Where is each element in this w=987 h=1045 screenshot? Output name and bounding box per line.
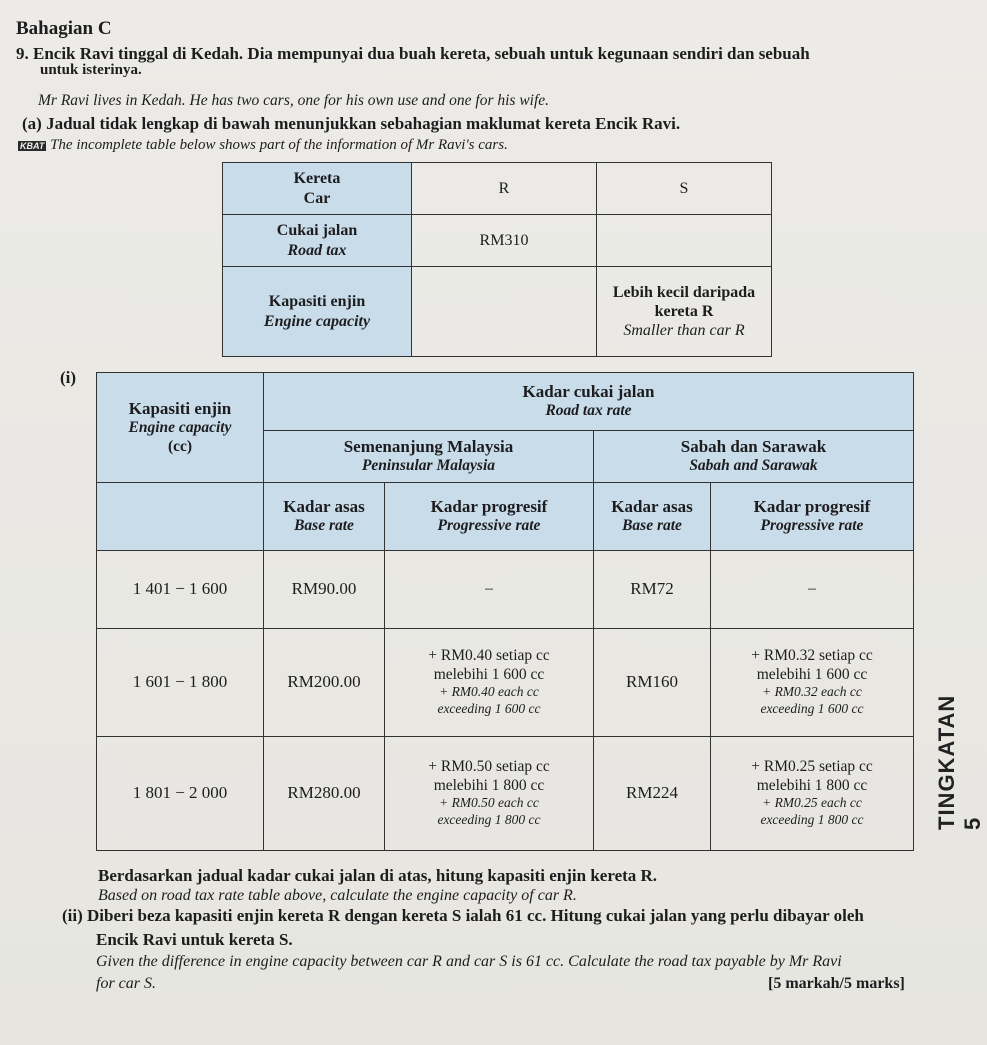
ss-base-header [594, 483, 711, 551]
engine-capacity-s-cell [597, 267, 772, 357]
table-row [97, 551, 914, 629]
capacity-cell: 1 601 − 1 800 [97, 629, 264, 737]
ss-prog-cell [711, 737, 914, 851]
s-capacity-en: Smaller than car R [623, 322, 745, 340]
pen-prog-ms-line-1: + RM0.40 setiap cc [428, 647, 550, 665]
pen-prog-en-line-1: + RM0.40 each cc [439, 684, 539, 700]
pen-base-ms: Kadar asas [283, 497, 365, 516]
car-r-cell: R [412, 163, 597, 215]
region-sabah-sarawak-ms: Sabah dan Sarawak [680, 437, 827, 456]
ss-base-cell: RM72 [594, 551, 711, 629]
blank-subheader [97, 483, 264, 551]
pen-prog-ms: Kadar progresif [430, 497, 548, 516]
engine-capacity-label-en: Engine capacity [263, 312, 371, 330]
ss-prog-en-line-2: exceeding 1 600 cc [760, 701, 864, 717]
pen-prog-cell [385, 629, 594, 737]
s-capacity-ms-1: Lebih kecil daripada [612, 283, 756, 301]
ss-prog-cell [711, 551, 914, 629]
ss-prog-ms-line-1: + RM0.32 setiap cc [751, 647, 873, 665]
car-header-cell [223, 163, 412, 215]
ss-prog-cell [711, 629, 914, 737]
capacity-header-en: Engine capacity [128, 419, 232, 437]
ss-prog-ms-line-1: + RM0.25 setiap cc [751, 758, 873, 776]
region-sabah-sarawak-en: Sabah and Sarawak [689, 457, 818, 475]
rate-header-en: Road tax rate [545, 402, 632, 420]
part-a-en-text: The incomplete table below shows part of the information of Mr Ravi's cars. [50, 137, 508, 153]
part-a-ms: (a) Jadual tidak lengkap di bawah menunjukkan sebahagian maklumat kereta Encik Ravi. [22, 114, 681, 133]
pen-base-header [264, 483, 385, 551]
capacity-cell: 1 801 − 2 000 [97, 737, 264, 851]
road-tax-s-cell [597, 215, 772, 267]
pen-prog-ms-line-1: + RM0.50 setiap cc [428, 758, 550, 776]
road-tax-r-cell: RM310 [412, 215, 597, 267]
car-label-ms: Kereta [293, 170, 341, 188]
pen-prog-cell [385, 737, 594, 851]
ss-prog-ms-line-2: melebihi 1 600 cc [756, 665, 868, 683]
part-i-text-en: Based on road tax rate table above, calculate the engine capacity of car R. [98, 887, 577, 904]
ss-prog-en-line-1: + RM0.32 each cc [762, 684, 862, 700]
side-tab: TINGKATAN 5 [934, 694, 985, 830]
capacity-header-ms: Kapasiti enjin [128, 398, 232, 418]
marks-label: [5 markah/5 marks] [768, 975, 905, 992]
engine-capacity-r-cell [412, 267, 597, 357]
pen-prog-cell [385, 551, 594, 629]
pen-base-en: Base rate [294, 517, 354, 535]
region-sabah-sarawak-header [594, 431, 914, 483]
rate-header [264, 373, 914, 431]
road-tax-rate-table [96, 372, 914, 851]
region-peninsular-ms: Semenanjung Malaysia [343, 437, 514, 456]
part-ii-text-ms-cont: Encik Ravi untuk kereta S. [96, 930, 293, 949]
table-row [97, 737, 914, 851]
question-intro-ms: 9. Encik Ravi tinggal di Kedah. Dia mempunyai dua buah kereta, sebuah untuk kegunaan sendiri dan sebuah [16, 44, 810, 63]
pen-prog-line-1: – [485, 580, 493, 598]
capacity-header [97, 373, 264, 483]
s-capacity-ms-2: kereta R [654, 302, 714, 320]
ss-prog-en: Progressive rate [760, 517, 864, 535]
capacity-cell: 1 401 − 1 600 [97, 551, 264, 629]
kbat-badge: KBAT [20, 141, 45, 151]
road-tax-header-cell [223, 215, 412, 267]
part-ii-text-en-cont: for car S. [96, 975, 156, 992]
ss-prog-ms: Kadar progresif [753, 497, 871, 516]
car-label-en: Car [303, 189, 331, 207]
car-s-cell: S [597, 163, 772, 215]
pen-prog-ms-line-2: melebihi 1 600 cc [433, 665, 545, 683]
pen-prog-ms-line-2: melebihi 1 800 cc [433, 776, 545, 794]
pen-prog-header [385, 483, 594, 551]
pen-prog-en: Progressive rate [437, 517, 541, 535]
road-tax-label-en: Road tax [287, 241, 347, 259]
region-peninsular-en: Peninsular Malaysia [361, 457, 496, 475]
pen-base-cell: RM280.00 [264, 737, 385, 851]
capacity-unit: (cc) [167, 437, 193, 455]
rate-header-ms: Kadar cukai jalan [522, 382, 655, 401]
car-info-table [222, 162, 772, 357]
ss-base-en: Base rate [622, 517, 682, 535]
part-a-en [18, 137, 508, 154]
road-tax-label-ms: Cukai jalan [276, 222, 358, 240]
question-intro-ms-cont: untuk isterinya. [40, 62, 142, 78]
part-i-text-ms: Berdasarkan jadual kadar cukai jalan di atas, hitung kapasiti enjin kereta R. [98, 866, 658, 885]
part-i-label: (i) [60, 368, 77, 387]
pen-base-cell: RM200.00 [264, 629, 385, 737]
ss-base-cell: RM224 [594, 737, 711, 851]
ss-base-cell: RM160 [594, 629, 711, 737]
pen-base-cell: RM90.00 [264, 551, 385, 629]
part-ii-text-en: Given the difference in engine capacity between car R and car S is 61 cc. Calculate the road tax payable by Mr Ravi [96, 953, 842, 970]
ss-prog-en-line-2: exceeding 1 800 cc [760, 812, 864, 828]
ss-prog-header [711, 483, 914, 551]
ss-prog-line-1: – [808, 580, 816, 598]
pen-prog-en-line-2: exceeding 1 800 cc [437, 812, 541, 828]
question-intro-en: Mr Ravi lives in Kedah. He has two cars, one for his own use and one for his wife. [38, 92, 550, 109]
pen-prog-en-line-1: + RM0.50 each cc [439, 795, 539, 811]
engine-capacity-label-ms: Kapasiti enjin [268, 293, 366, 311]
ss-base-ms: Kadar asas [611, 497, 693, 516]
part-ii-text-ms: (ii) Diberi beza kapasiti enjin kereta R dengan kereta S ialah 61 cc. Hitung cukai jalan yang perlu dibayar oleh [62, 906, 864, 925]
ss-prog-en-line-1: + RM0.25 each cc [762, 795, 862, 811]
engine-capacity-header-cell [223, 267, 412, 357]
ss-prog-ms-line-2: melebihi 1 800 cc [756, 776, 868, 794]
region-peninsular-header [264, 431, 594, 483]
table-row [97, 629, 914, 737]
section-heading: Bahagian C [16, 18, 112, 39]
pen-prog-en-line-2: exceeding 1 600 cc [437, 701, 541, 717]
